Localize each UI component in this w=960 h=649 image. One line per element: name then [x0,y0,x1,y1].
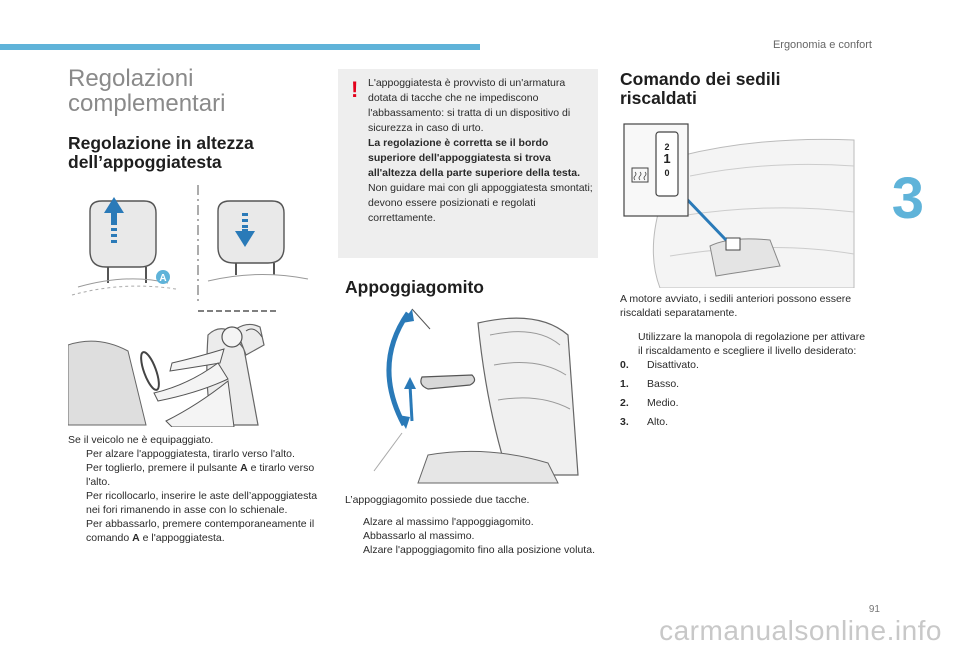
level-item: 2. Medio. [620,397,679,409]
level-item: 3. Alto. [620,416,669,428]
list-item: Alzare al massimo l'appoggiagomito. [363,516,534,528]
armrest-intro: L’appoggiagomito possiede due tacche. [345,494,530,506]
level-item: 0. Disattivato. [620,359,699,371]
list-item: Per toglierlo, premere il pulsante A e tirarlo verso l'alto. [86,462,315,488]
list-item: Utilizzare la manopola di regolazione per attivare il riscaldamento e scegliere il livello desiderato: [638,331,866,357]
headrest-illustration [68,185,330,427]
armrest-instructions [345,493,600,557]
headrest-heading-wrap [68,134,293,172]
dial-label-1: 1 [663,151,671,166]
dial-label-2: 2 [664,142,670,152]
exclamation-icon: ! [351,77,359,102]
heated-intro: A motore avviato, i sedili anteriori possono essere riscaldati separatamente. [620,293,852,319]
heated-heading: Comando dei sedili riscaldati [620,69,781,108]
seat-heater-knob [726,238,740,250]
heated-instructions [620,292,870,434]
headrest-intro: Se il veicolo ne è equipaggiato. [68,434,214,446]
section-title: Ergonomia e confort [772,39,872,51]
heated-heading-wrap [620,70,820,108]
heated-seat-illustration [620,116,858,288]
watermark[interactable]: carmanualsonline.info [659,615,942,646]
button-a-label: A [159,273,167,284]
header-accent-bar [0,44,480,50]
list-item: Per alzare l'appoggiatesta, tirarlo verso l'alto. [86,448,295,460]
armrest-illustration [368,305,593,485]
page-number: 91 [868,604,880,615]
list-item: Abbassarlo al massimo. [363,530,475,542]
list-item: Per ricollocarlo, inserire le aste dell’appoggiatesta nei fori rimanendo in asse con lo schienale. [86,490,318,516]
dial-label-0: 0 [664,168,670,178]
warning-box [338,69,598,258]
armrest-heading: Appoggiagomito [345,277,485,297]
page-title: Regolazioni complementari [68,65,226,117]
headrest-instructions [68,433,328,545]
headrest-heading: Regolazione in altezza dell’appoggiatesta [68,133,254,172]
armrest-heading-wrap [345,278,585,297]
warning-text: L'appoggiatesta è provvisto di un'armatura dotata di tacche che ne impediscono l'abbassamento: si tratta di un dispositivo di sicurezza in caso di urto. La regolazione è corretta se il bordo superiore dell'appoggiatesta si trova all'altezza della parte superiore della testa. Non guidare mai con gli appoggiatesta smontati; devono essere posizionati e regolati correttamente. [368,77,593,224]
list-item: Alzare l'appoggiagomito fino alla posizione voluta. [363,544,595,556]
level-item: 1. Basso. [620,378,680,390]
list-item: Per abbassarlo, premere contemporaneamente il comando A e l'appoggiatesta. [86,518,315,544]
chapter-number: 3 [891,166,924,231]
